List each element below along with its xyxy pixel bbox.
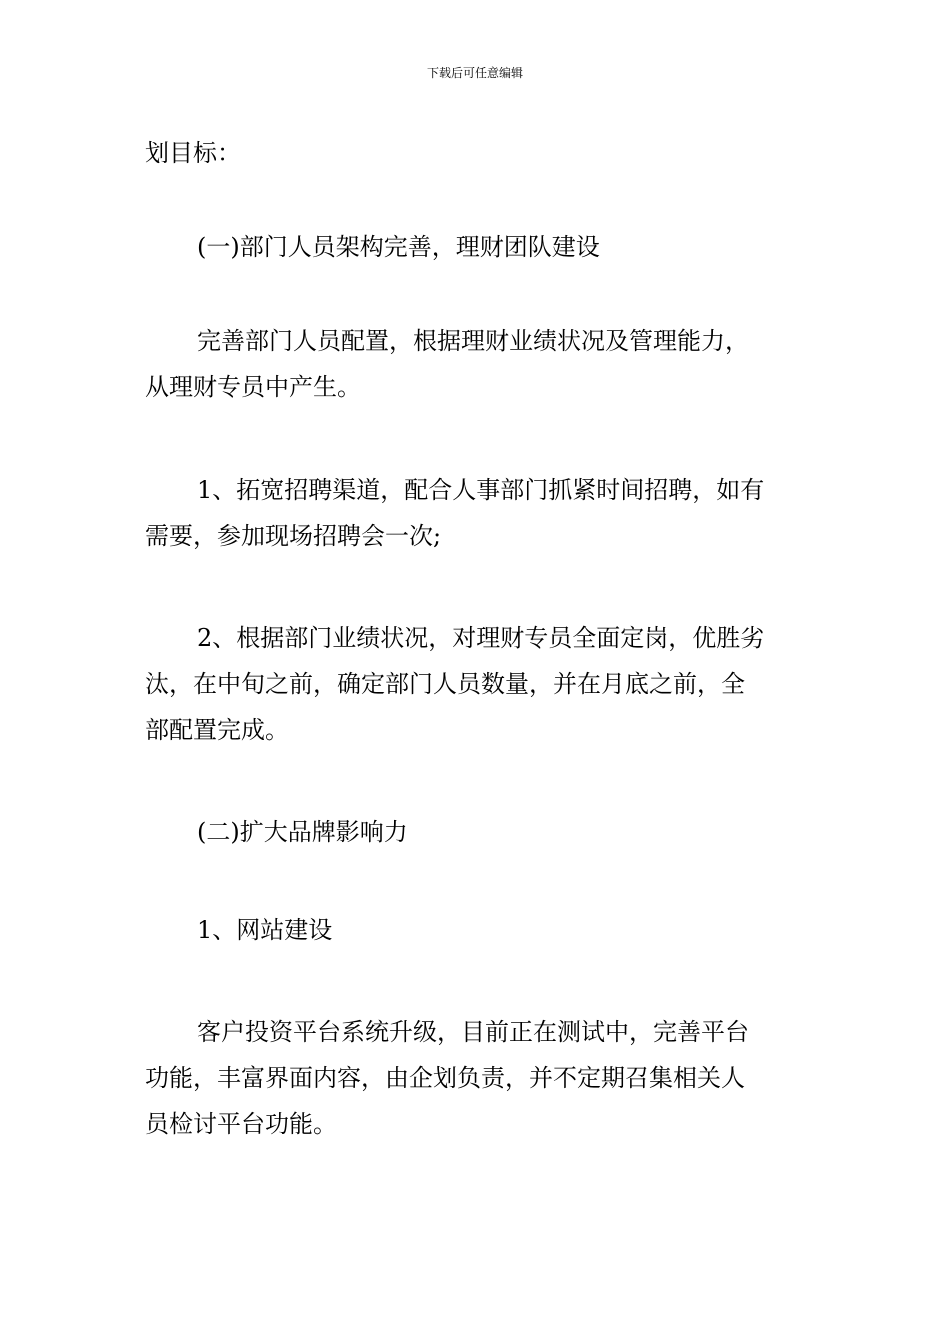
paragraph bbox=[145, 467, 807, 559]
paragraph-line: 划目标： bbox=[145, 139, 241, 167]
paragraph bbox=[145, 130, 807, 176]
paragraph-line: (一)部门人员架构完善，理财团队建设 bbox=[197, 233, 600, 261]
paragraph bbox=[145, 1009, 807, 1147]
paragraph bbox=[145, 907, 807, 953]
paragraph-line: (二)扩大品牌影响力 bbox=[197, 818, 408, 846]
paragraph bbox=[145, 224, 807, 270]
paragraph-line: 需要，参加现场招聘会一次; bbox=[145, 522, 442, 550]
document-body bbox=[145, 130, 807, 1147]
paragraph-line: 客户投资平台系统升级，目前正在测试中，完善平台 bbox=[197, 1018, 749, 1046]
paragraph-line: 从理财专员中产生。 bbox=[145, 373, 361, 401]
paragraph-line: 员检讨平台功能。 bbox=[145, 1110, 337, 1138]
paragraph-line: 1、拓宽招聘渠道，配合人事部门抓紧时间招聘，如有 bbox=[197, 476, 765, 504]
paragraph-line: 汰，在中旬之前，确定部门人员数量，并在月底之前，全 bbox=[145, 670, 745, 698]
paragraph-line: 功能，丰富界面内容，由企划负责，并不定期召集相关人 bbox=[145, 1064, 745, 1092]
paragraph bbox=[145, 615, 807, 753]
paragraph bbox=[145, 318, 807, 410]
paragraph-line: 部配置完成。 bbox=[145, 716, 289, 744]
paragraph bbox=[145, 809, 807, 855]
page-header: 下载后可任意编辑 bbox=[426, 66, 523, 80]
paragraph-line: 完善部门人员配置，根据理财业绩状况及管理能力， bbox=[197, 327, 749, 355]
paragraph-line: 1、网站建设 bbox=[197, 916, 333, 944]
paragraph-line: 2、根据部门业绩状况，对理财专员全面定岗，优胜劣 bbox=[197, 624, 765, 652]
